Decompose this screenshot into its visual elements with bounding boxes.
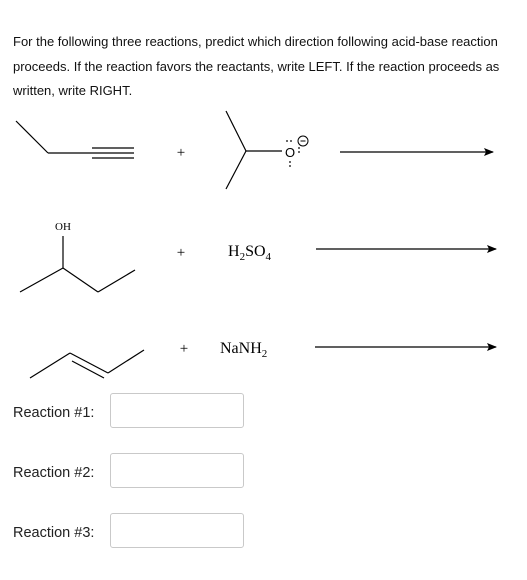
reaction-3-label: Reaction #3:	[13, 525, 95, 541]
negative-charge-icon	[298, 136, 308, 146]
oh-label: OH	[55, 221, 71, 233]
butanol-structure	[20, 236, 135, 292]
reaction-1-answer-input[interactable]	[110, 393, 244, 428]
sodium-amide-formula: NaNH$_2$	[220, 340, 268, 360]
reaction-2-answer-input[interactable]	[110, 453, 244, 488]
plus-sign-3: +	[179, 341, 189, 357]
reaction-3-answer-input[interactable]	[110, 513, 244, 548]
sulfuric-acid-formula: $H_2SO_4$	[228, 243, 272, 263]
plus-sign-1: +	[176, 145, 186, 161]
oxygen-label: O	[284, 145, 296, 160]
isopropoxide-structure	[226, 111, 282, 189]
butyne-structure	[16, 121, 134, 158]
instructions-text: For the following three reactions, predict which direction following acid-base reaction proceeds. If the reaction favors the reactants, write LEFT. If the reaction proceeds as written, write RIGHT.	[13, 34, 500, 98]
butene-structure	[30, 350, 144, 378]
plus-sign-2: +	[176, 245, 186, 261]
reaction-2-label: Reaction #2:	[13, 465, 95, 481]
reaction-1-label: Reaction #1:	[13, 405, 95, 421]
